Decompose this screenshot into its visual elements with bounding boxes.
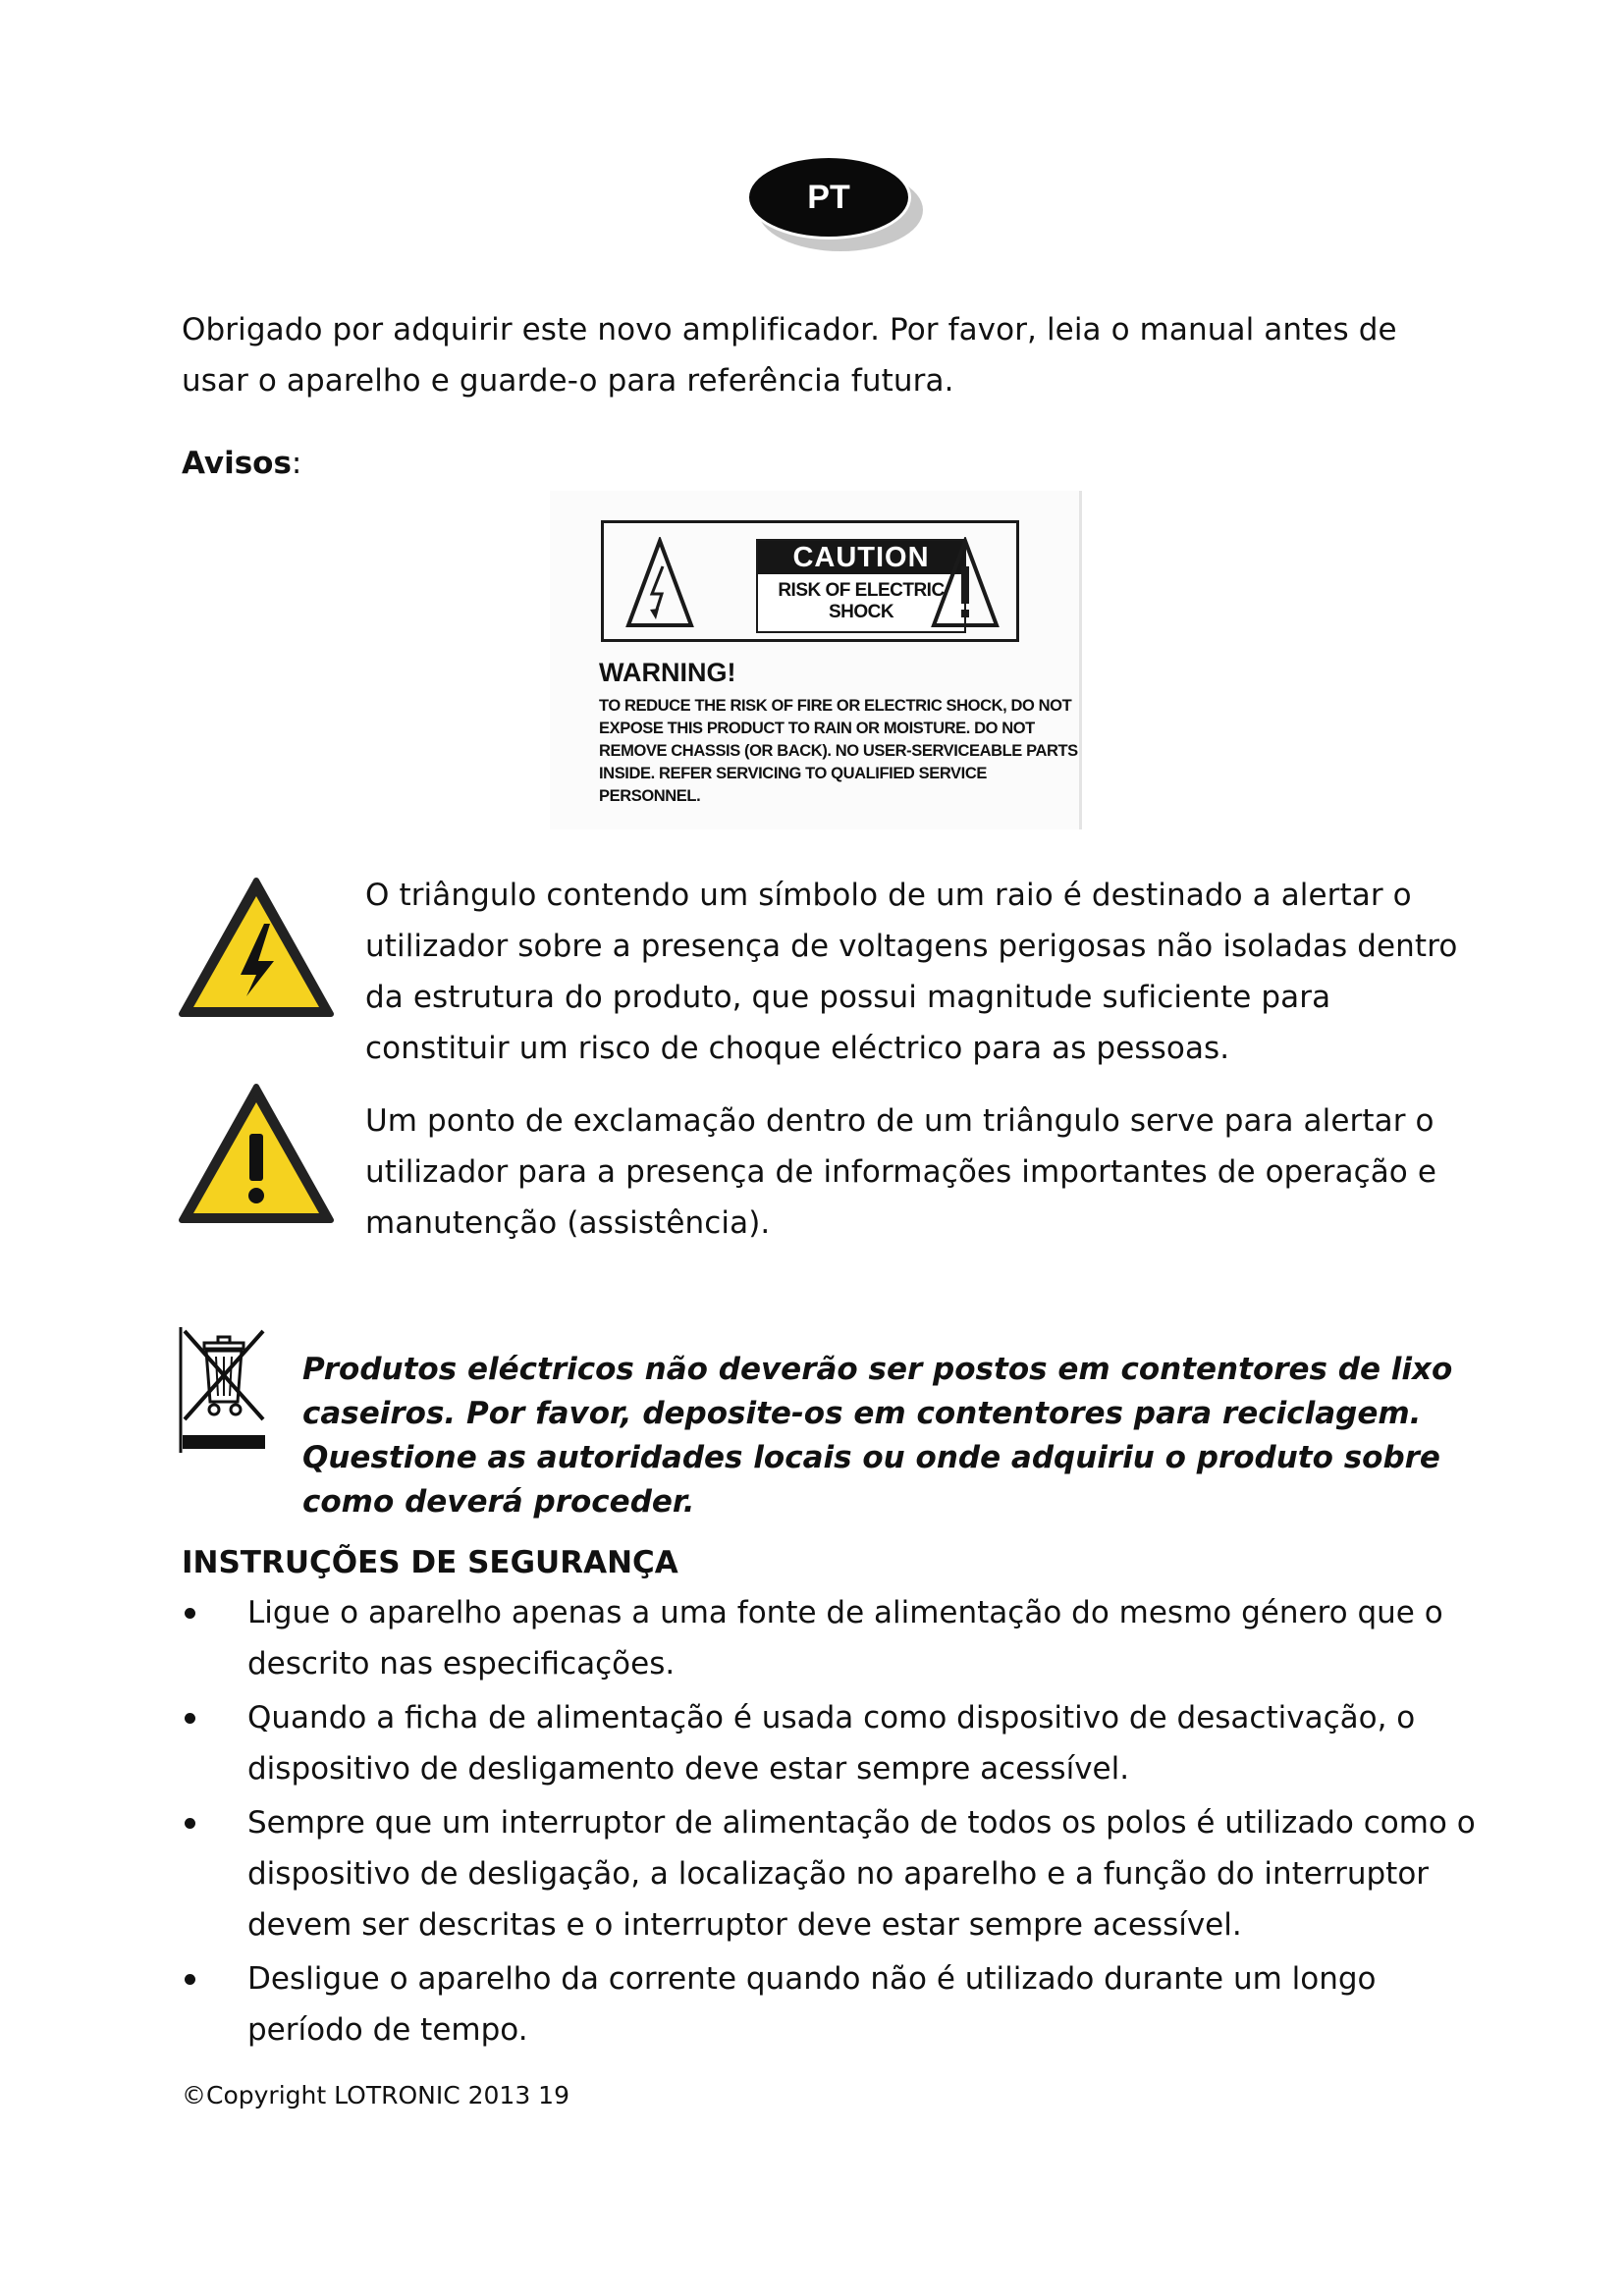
- bullet-icon: [185, 1974, 195, 1985]
- bullet-icon: [185, 1818, 195, 1829]
- warning-text: TO REDUCE THE RISK OF FIRE OR ELECTRIC SHOCK, DO NOT EXPOSE THIS PRODUCT TO RAIN OR MOISTURE. DO NOT REMOVE CHASSIS (OR BACK). NO USER-SERVICEABLE PARTS INSIDE. REFER SERVICING TO QUALIFIED SERVICE PERSONNEL.: [599, 697, 1078, 805]
- page-footer: ©Copyright LOTRONIC 2013 19: [182, 2081, 569, 2109]
- bullet-icon: [185, 1608, 195, 1619]
- list-item: [182, 1692, 1478, 1794]
- avisos-heading-text: Avisos: [182, 446, 292, 481]
- lightning-outline-icon: [625, 537, 694, 629]
- exclamation-warning-text: Um ponto de exclamação dentro de um triângulo serve para alertar o utilizador para a presença de informações importantes de operação e manutenção (assistência).: [365, 1103, 1437, 1241]
- list-item-text: Quando a ficha de alimentação é usada como dispositivo de desactivação, o dispositivo de desligamento deve estar sempre acessível.: [247, 1700, 1416, 1787]
- safety-instructions-title: INSTRUÇÕES DE SEGURANÇA: [182, 1545, 678, 1580]
- crossed-bin-icon: [179, 1325, 269, 1453]
- caution-subtitle: RISK OF ELECTRIC SHOCK: [778, 580, 945, 622]
- language-badge: [746, 155, 923, 253]
- intro-paragraph: Obrigado por adquirir este novo amplificador. Por favor, leia o manual antes de usar o aparelho e guarde-o para referência futura.: [182, 312, 1397, 399]
- language-badge-label: PT: [807, 178, 850, 216]
- list-item: [182, 1953, 1478, 2056]
- avisos-heading: [182, 446, 301, 481]
- list-item-text: Sempre que um interruptor de alimentação de todos os polos é utilizado como o dispositivo de desligação, a localização no aparelho e a função do interruptor devem ser descritas e o interruptor deve estar sempre acessível.: [247, 1805, 1476, 1943]
- list-item-text: Ligue o aparelho apenas a uma fonte de alimentação do mesmo género que o descrito nas especificações.: [247, 1595, 1443, 1682]
- bullet-icon: [185, 1713, 195, 1724]
- caution-frame: [601, 520, 1019, 642]
- safety-instructions-list: [182, 1587, 1478, 2058]
- avisos-colon: :: [291, 446, 302, 481]
- weee-disposal-text: Produtos eléctricos não deverão ser postos em contentores de lixo caseiros. Por favor, deposite-os em contentores para reciclagem. Questione as autoridades locais ou onde adquiriu o produto sobre como deverá proceder.: [302, 1352, 1453, 1520]
- caution-title: CAUTION: [758, 541, 964, 574]
- lightning-warning-text: O triângulo contendo um símbolo de um raio é destinado a alertar o utilizador sobre a presença de voltagens perigosas não isoladas dentro da estrutura do produto, que possui magnitude suficiente para constituir um risco de choque eléctrico para as pessoas.: [365, 878, 1458, 1066]
- caution-label: [550, 491, 1082, 829]
- warning-title: WARNING!: [599, 658, 736, 687]
- list-item: [182, 1587, 1478, 1689]
- electric-hazard-icon: [178, 877, 335, 1019]
- list-item-text: Desligue o aparelho da corrente quando não é utilizado durante um longo período de tempo.: [247, 1961, 1377, 2048]
- exclamation-outline-icon: [931, 537, 1000, 629]
- list-item: [182, 1797, 1478, 1950]
- exclamation-warning-icon: [178, 1083, 335, 1225]
